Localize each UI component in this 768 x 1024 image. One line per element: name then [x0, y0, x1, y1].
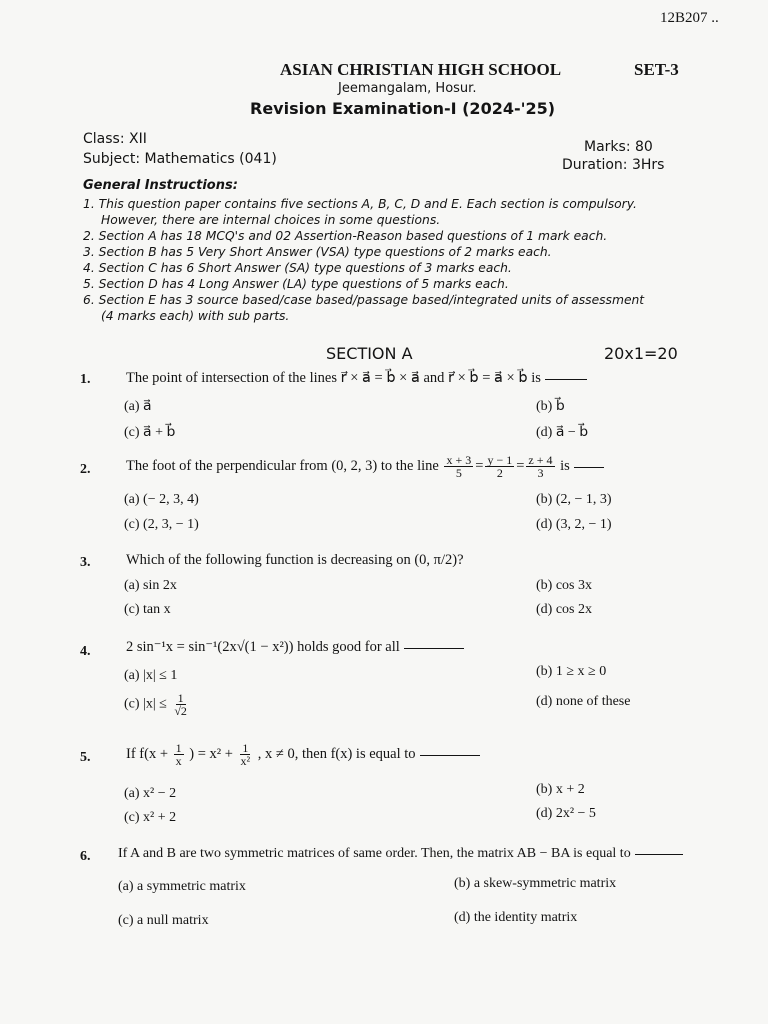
option-c: (c) a⃗ + b⃗	[124, 425, 176, 440]
option-c: (c) a null matrix	[118, 913, 209, 928]
option-b: (b) cos 3x	[536, 578, 592, 593]
fraction	[239, 742, 253, 767]
page-code: 12B207 ..	[660, 10, 719, 26]
option-c-text: (c) |x| ≤	[124, 696, 167, 712]
option-b: (b) (2, − 1, 3)	[536, 492, 612, 507]
question-number: 3.	[80, 555, 91, 570]
fraction-denominator: x²	[240, 754, 251, 768]
question-text: The foot of the perpendicular from (0, 2, 3) to the line $\frac{x + 3}{5}$ = $\frac{y - 1}{2}$ = $\frac{z + 4}{3}$ is	[126, 454, 604, 479]
question-number: 6.	[80, 849, 91, 864]
instruction-line: However, there are internal choices in some questions.	[101, 213, 441, 227]
instruction-line: 3. Section B has 5 Very Short Answer (VSA) type questions of 2 marks each.	[83, 245, 552, 259]
question-2-suffix: is	[560, 457, 570, 474]
option-c: (c) (2, 3, − 1)	[124, 517, 199, 532]
instruction-line: 6. Section E has 3 source based/case based/passage based/integrated units of assessment	[83, 293, 645, 307]
option-a: (a) (− 2, 3, 4)	[124, 492, 199, 507]
fraction-numerator: 1	[177, 691, 184, 705]
option-a: (a) a⃗	[124, 399, 152, 414]
option-c: (c) tan x	[124, 602, 171, 617]
question-5-middle: ) = x² +	[189, 745, 233, 762]
question-text	[118, 846, 683, 862]
question-2-text: The foot of the perpendicular from (0, 2, 3) to the line	[126, 457, 439, 474]
fraction-denominator: 3	[537, 466, 544, 480]
option-d: (d) none of these	[536, 694, 631, 709]
question-number: 5.	[80, 750, 91, 765]
fraction-numerator: y − 1	[487, 453, 513, 467]
fraction-denominator: 2	[496, 466, 503, 480]
option-d: (d) (3, 2, − 1)	[536, 517, 612, 532]
answer-blank	[545, 378, 587, 380]
option-d: (d) a⃗ − b⃗	[536, 425, 589, 440]
option-b: (b) x + 2	[536, 782, 585, 797]
set-label: SET-3	[634, 60, 679, 79]
question-6-text: If A and B are two symmetric matrices of same order. Then, the matrix AB − BA is equal to	[118, 846, 631, 861]
instruction-line: 1. This question paper contains five sections A, B, C, D and E. Each section is compulsory.	[83, 197, 637, 211]
question-text	[126, 742, 480, 767]
instruction-line: 4. Section C has 6 Short Answer (SA) type questions of 3 marks each.	[83, 261, 512, 275]
option-d: (d) the identity matrix	[454, 910, 578, 925]
answer-blank	[420, 754, 480, 756]
fraction	[485, 454, 514, 479]
fraction	[172, 692, 189, 717]
answer-blank	[404, 647, 464, 649]
option-a: (a) x² − 2	[124, 786, 177, 801]
instruction-line: (4 marks each) with sub parts.	[101, 309, 290, 323]
question-text	[126, 370, 587, 387]
fraction	[174, 742, 184, 767]
option-d: (d) cos 2x	[536, 602, 592, 617]
exam-title: Revision Examination-I (2024-'25)	[250, 99, 556, 118]
fraction-denominator: x	[175, 754, 182, 768]
fraction-numerator: 1	[175, 741, 182, 755]
option-d: (d) 2x² − 5	[536, 806, 596, 821]
section-marks: 20x1=20	[604, 344, 678, 363]
duration-label: Duration: 3Hrs	[562, 157, 665, 173]
fraction-numerator: x + 3	[446, 453, 472, 467]
section-title: SECTION A	[326, 344, 413, 363]
subject-label: Subject: Mathematics (041)	[83, 151, 277, 167]
fraction	[526, 454, 554, 479]
question-5-suffix: , x ≠ 0, then f(x) is equal to	[257, 745, 416, 762]
instructions-title: General Instructions:	[83, 178, 238, 193]
option-a: (a) |x| ≤ 1	[124, 668, 178, 683]
option-a: (a) a symmetric matrix	[118, 879, 246, 894]
fraction-denominator: √2	[174, 704, 187, 718]
question-5-prefix: If f(x +	[126, 745, 168, 762]
marks-label: Marks: 80	[584, 139, 653, 155]
class-label: Class: XII	[83, 131, 147, 147]
option-b: (b) a skew-symmetric matrix	[454, 876, 617, 891]
fraction-numerator: 1	[242, 741, 249, 755]
option-a: (a) sin 2x	[124, 578, 177, 593]
fraction-numerator: z + 4	[528, 453, 553, 467]
instruction-line: 2. Section A has 18 MCQ's and 02 Assertion-Reason based questions of 1 mark each.	[83, 229, 608, 243]
instruction-line: 5. Section D has 4 Long Answer (LA) type questions of 5 marks each.	[83, 277, 509, 291]
school-place: Jeemangalam, Hosur.	[338, 81, 477, 96]
answer-blank	[574, 466, 604, 468]
question-text	[126, 639, 464, 656]
option-b: (b) b⃗	[536, 399, 565, 414]
option-c: (c) x² + 2	[124, 810, 177, 825]
answer-blank	[635, 853, 683, 855]
school-name: ASIAN CHRISTIAN HIGH SCHOOL	[280, 60, 562, 79]
question-number: 2.	[80, 462, 91, 477]
fraction-denominator: 5	[455, 466, 462, 480]
question-4-text: 2 sin⁻¹x = sin⁻¹(2x√(1 − x²)) holds good for all	[126, 639, 400, 655]
fraction	[444, 454, 473, 479]
question-number: 4.	[80, 644, 91, 659]
option-c	[124, 692, 191, 717]
question-3-text: Which of the following function is decreasing on (0, π/2)?	[126, 552, 464, 568]
option-b: (b) 1 ≥ x ≥ 0	[536, 664, 607, 679]
question-number: 1.	[80, 372, 91, 387]
question-1-text: The point of intersection of the lines r⃗ × a⃗ = b⃗ × a⃗ and r⃗ × b⃗ = a⃗ × b⃗ is	[126, 370, 541, 386]
